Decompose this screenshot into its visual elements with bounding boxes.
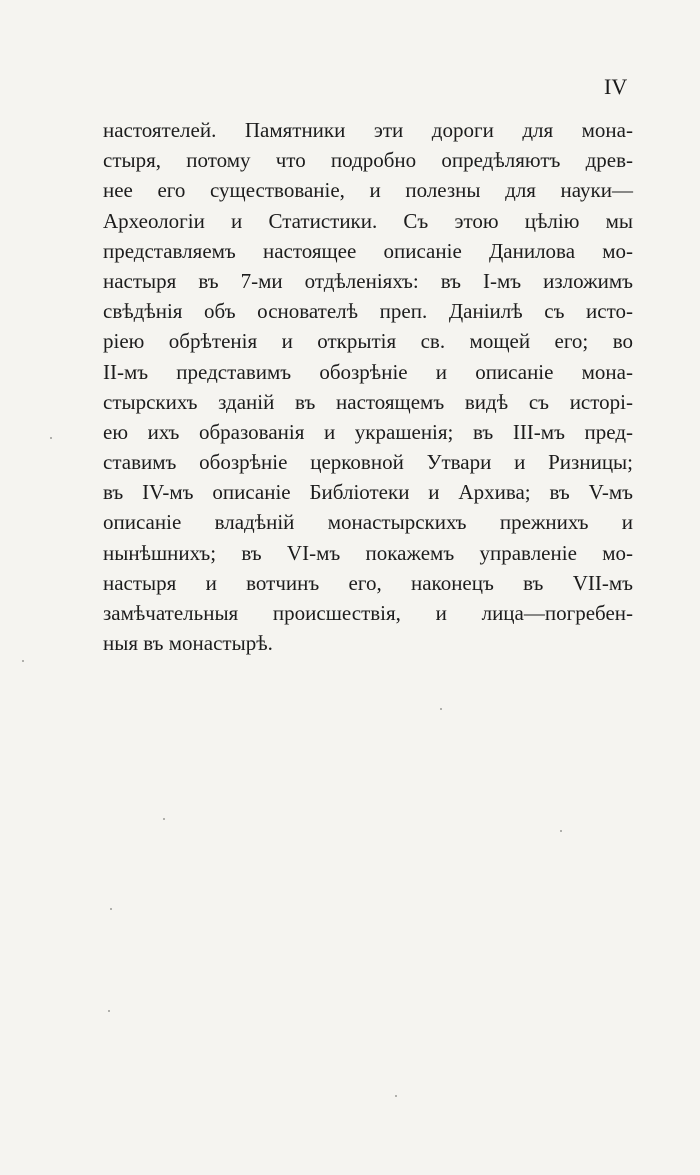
paper-speck [395, 1095, 397, 1097]
text-line: ныя въ монастырѣ. [103, 631, 273, 656]
text-line: представляемъ настоящее описаніе Данилова мо- [103, 238, 633, 263]
text-line: стырскихъ зданій въ настоящемъ видѣ съ исторі- [103, 389, 633, 414]
text-line: свѣдѣнія объ основателѣ преп. Даніилѣ съ исто- [103, 299, 633, 324]
text-line: настыря и вотчинъ его, наконецъ въ VII-мъ [103, 570, 633, 595]
text-line: замѣчательныя происшествія, и лица—погребен- [103, 601, 633, 625]
paper-speck [108, 1010, 110, 1012]
text-line: ріею обрѣтенія и открытія св. мощей его; во [103, 329, 633, 354]
text-line: ею ихъ образованія и украшенія; въ III-мъ пред- [103, 419, 633, 444]
text-line: нынѣшнихъ; въ VI-мъ покажемъ управленіе мо- [103, 540, 633, 565]
text-line: стыря, потому что подробно опредѣляютъ древ- [103, 148, 633, 173]
paper-speck [110, 908, 112, 910]
text-line: нее его существованіе, и полезны для науки— [103, 178, 633, 203]
paper-speck [560, 830, 562, 832]
body-text [103, 115, 633, 658]
text-line: II-мъ представимъ обозрѣніе и описаніе мона- [103, 359, 633, 384]
text-line: Археологіи и Статистики. Съ этою цѣлію мы [103, 208, 633, 233]
text-line: настоятелей. Памятники эти дороги для мона- [103, 118, 633, 142]
page-number: IV [604, 74, 628, 99]
paper-speck [163, 818, 165, 820]
text-line: описаніе владѣній монастырскихъ прежнихъ и [103, 510, 633, 535]
paper-speck [22, 660, 24, 662]
paper-speck [440, 708, 442, 710]
text-line: ставимъ обозрѣніе церковной Утвари и Ризницы; [103, 450, 633, 475]
text-line: настыря въ 7-ми отдѣленіяхъ: въ I-мъ изложимъ [103, 268, 633, 293]
text-line: въ IV-мъ описаніе Библіотеки и Архива; въ V-мъ [103, 480, 633, 505]
paper-speck [50, 437, 52, 439]
